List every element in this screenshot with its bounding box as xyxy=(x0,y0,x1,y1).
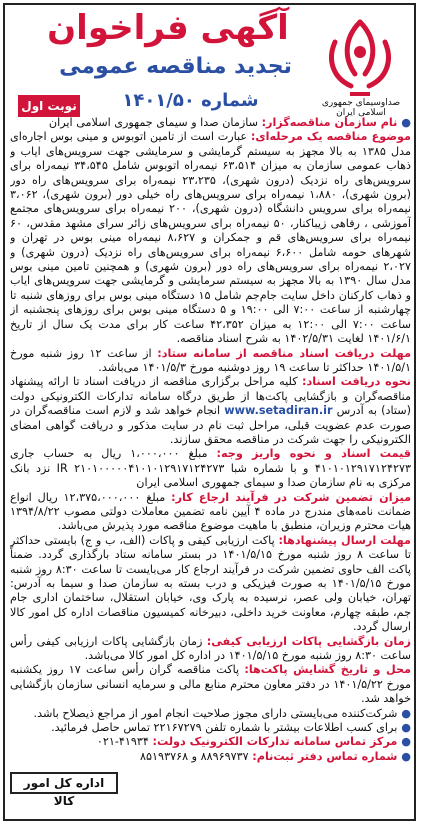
section-subject: موضوع مناقصه یک مرحله‌ای: عبارت است از تامین اتوبوس و مینی بوس اجاره‌ای مدل ۱۳۸۵ به بالا مجهز به سیستم گرمایشی و سرمایشی جهت سرویس‌های ایاب و ذهاب عمومی سازمان به میزان ۶۳،۵۱۴ نیمه‌راه اتوبوس شامل ۳۴،۵۴۵ نیمه‌راه برای سرویس‌های راه نزدیک (درون شهری)، ۲۳،۲۳۵ نیمه‌راه برای سرویس‌های راه دور (برون شهری)، ۱،۸۸۰ نیمه‌راه برای سرویس‌های راه خیلی دور (برون شهری)، ۳،۰۶۲ نیمه‌راه برای سرویس دانشگاه (درون شهری)، ۲۰۰ نیمه‌راه برای سرویس‌های مجتمع آموزشی ، رفاهی زیباکنار، ۵۰ نیمه‌راه برای سرویس‌های زائر سرای مشهد مقدس، ۶۰ نیمه‌راه برای سرویس‌های قم و جمکران و ۸،۶۲۷ نیمه‌راه مینی بوس در تهران و شهرهای حومه شامل ۶،۶۰۰ نیمه‌راه برای سرویس‌های راه نزدیک (درون شهری) و ۲،۰۲۷ نیمه‌راه برای سرویس‌های راه دور (برون شهری) و همچنین تامین مینی بوس مدل سال ۱۳۹۰ به بالا مجهز به سیستم سرمایشی و گرمایشی جهت سرویس‌های ایاب و ذهاب کارکنان داخل سایت جام‌جم شامل ۱۵ دستگاه مینی بوس برای روزهای شنبه تا چهارشنبه از ساعت ۷:۰۰ الی ۱۹:۰۰ و ۵ دستگاه مینی بوس برای روزهای پنجشنبه از ساعت ۷:۰۰ الی ۱۲:۰۰ به میزان ۴۲،۳۵۲ ساعت کار برای مدت یک سال از تاریخ ۱۴۰۱/۶/۱ لغایت ۱۴۰۲/۵/۳۱ به شرح اسناد مناقصه. xyxy=(10,130,411,346)
department-footer: اداره کل امور کالا xyxy=(10,772,118,794)
first-round-badge: نوبت اول xyxy=(18,95,80,117)
section-qualification-opening: زمان بازگشایی پاکات ارزیابی کیفی: زمان بازگشایی پاکات ارزیابی کیفی رأس ساعت ۸:۳۰ روز شنبه مورخ ۱۴۰۱/۵/۱۵ در اداره کل امور کالا می‌باشد. xyxy=(10,634,411,663)
section-guarantee: میزان تضمین شرکت در فرآیند ارجاع کار: مبلغ ۱۲،۳۷۵،۰۰۰،۰۰۰ ریال انواع ضمانت نامه‌های مندرج در ماده ۴ آیین نامه تضمین معاملات دولتی مصوب ۱۳۹۴/۸/۲۲ هیات محترم وزیران، منطبق با ماهیت موضوع مناقصه مورد پذیرش می‌باشد. xyxy=(10,490,411,533)
section-document-method: نحوه دریافت اسناد: کلیه مراحل برگزاری مناقصه از دریافت اسناد تا ارائه پیشنهاد مناقصه‌گران و بازگشایی پاکت‌ها از طریق درگاه سامانه تدارکات الکترونیکی دولت (ستاد) به آدرس www.setadiran.ir انجام خواهد شد و لازم است مناقصه‌گران در صورت عدم عضویت قبلی، مراحل ثبت نام در سایت مذکور و دریافت گواهی امضای الکترونیکی را جهت شرکت در مناقصه محقق سازند. xyxy=(10,375,411,446)
section-price: قیمت اسناد و نحوه واریز وجه: مبلغ ۱،۰۰۰،۰۰۰ ریال به حساب جاری ۴۱۰۱۰۱۲۹۱۷۱۲۴۲۷۳ و با شماره شبا IR ۲۱۰۱۰۰۰۰۰۴۱۰۱۰۱۲۹۱۷۱۲۴۲۷۳ نزد بانک مرکزی به نام سازمان صدا و سیمای جمهوری اسلامی ایران xyxy=(10,447,411,490)
notice-body xyxy=(10,116,411,776)
section-organization: ● نام سازمان مناقصه‌گزار: سازمان صدا و سیمای جمهوری اسلامی ایران xyxy=(48,116,411,129)
logo-caption: صداوسیمای جمهوری اسلامی ایران xyxy=(321,98,401,118)
irib-logo-icon xyxy=(315,12,405,108)
note-license: ● شرکت‌کننده می‌بایستی دارای مجوز صلاحیت انجام امور از مراجع ذیصلاح باشد. xyxy=(33,706,411,720)
section-submission-deadline: مهلت ارسال پیشنهادها: پاکت ارزیابی کیفی و پاکات (الف، ب و ج) بایستی حداکثر تا ساعت ۸ روز شنبه مورخ ۱۴۰۱/۵/۱۵ در بستر سامانه ستاد بارگذاری گردد. ضمناً پاکت الف حاوی تضمین شرکت در فرآیند ارجاع کار می‌بایست تا ساعت ۸:۳۰ روز شنبه مورخ ۱۴۰۱/۵/۱۵ به صورت فیزیکی و درب بسته به سازمان صدا و سیما به آدرس: تهران، خیابان ولی عصر، نرسیده به پارک وی، خیابان استقلال، ساختمان اداری جام جم، طبقه چهارم، معاونت خرید داخلی، دبیرخانه کمیسیون مناقصات اداره کل امور کالا ارسال گردد. xyxy=(10,533,411,634)
section-opening-place: محل و تاریخ گشایش پاکت‌ها: پاکت مناقصه گران رأس ساعت ۱۷ روز یکشنبه مورخ ۱۴۰۱/۵/۲۲ در دفتر معاون محترم منابع مالی و سرمایه انسانی سازمان بازگشایی خواهد شد. xyxy=(10,663,411,706)
notice-title: آگهی فراخوان xyxy=(47,8,289,48)
section-setad-contact: ● مرکز تماس سامانه تدارکات الکترونیک دولت: ۴۱۹۳۴-۰۲۱ xyxy=(96,735,411,749)
note-phone: ● برای کسب اطلاعات بیشتر با شماره تلفن ۲۲۱۶۷۲۷۹ تماس حاصل فرمائید. xyxy=(51,721,411,735)
section-document-deadline: مهلت دریافت اسناد مناقصه از سامانه ستاد: از ساعت ۱۲ روز شنبه مورخ ۱۴۰۱/۵/۱ حداکثر تا ساعت ۱۹ روز دوشنبه مورخ ۱۴۰۱/۵/۳ می‌باشد. xyxy=(10,346,411,374)
setad-link[interactable]: www.setadiran.ir xyxy=(224,404,333,418)
notice-subtitle: تجدید مناقصه عمومی xyxy=(59,54,292,79)
section-registration-contact: ● شماره تماس دفتر ثبت‌نام: ۸۸۹۶۹۷۳۷ و ۸۵۱۹۳۷۶۸ xyxy=(140,749,411,763)
tender-number: شماره ۱۴۰۱/۵۰ xyxy=(122,90,259,111)
notice-header xyxy=(8,6,413,118)
